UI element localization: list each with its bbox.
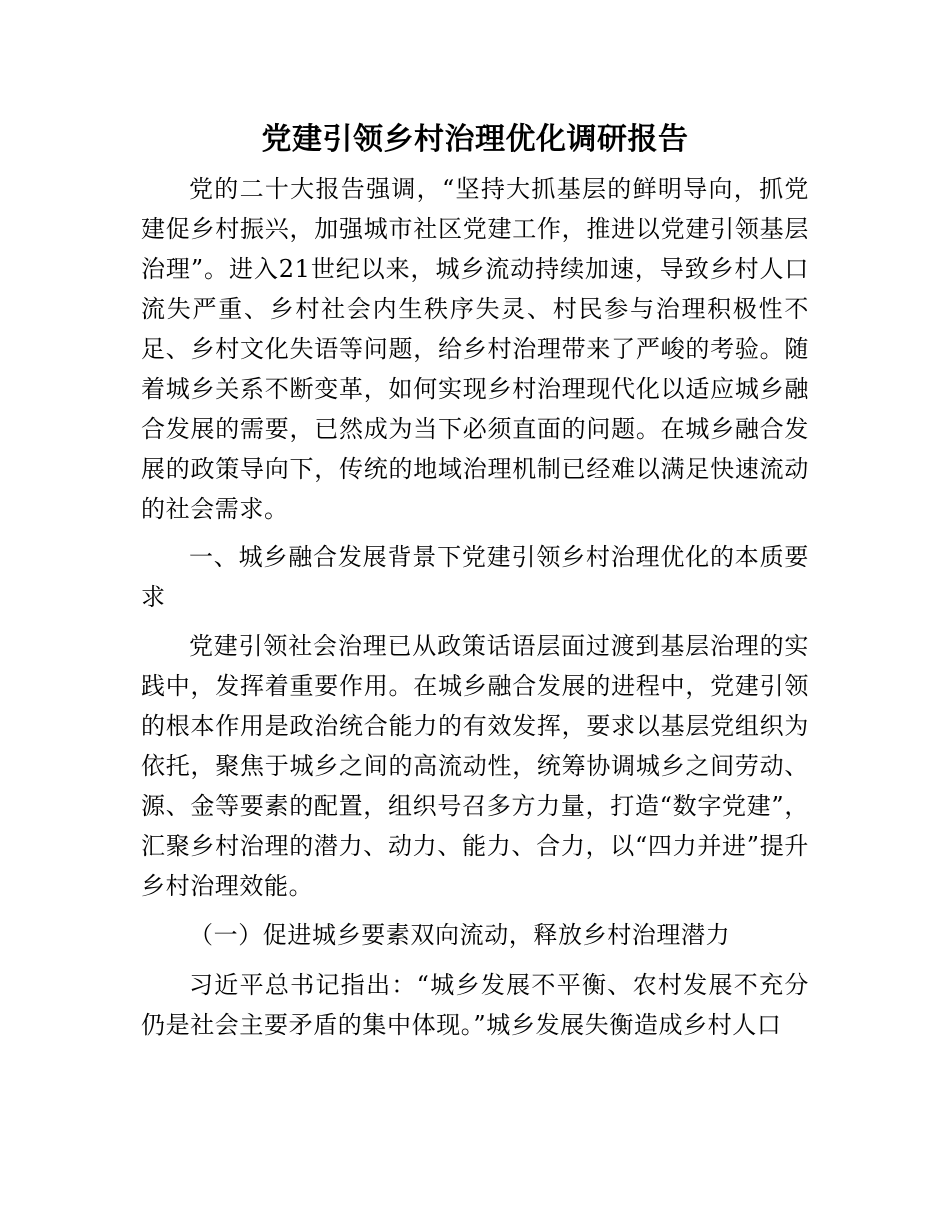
section-heading-1: 一、城乡融合发展背景下党建引领乡村治理优化的本质要求 bbox=[141, 543, 809, 611]
document-title: 党建引领乡村治理优化调研报告 bbox=[261, 122, 689, 157]
subsection-heading-1: （一）促进城乡要素双向流动，释放乡村治理潜力 bbox=[189, 921, 731, 949]
paragraph-subsection-1: 习近平总书记指出：“城乡发展不平衡、农村发展不充分仍是社会主要矛盾的集中体现。”城乡发展失衡造成乡村人口 bbox=[141, 971, 809, 1039]
paragraph-intro: 党的二十大报告强调，“坚持大抓基层的鲜明导向，抓党建促乡村振兴，加强城市社区党建工作，推进以党建引领基层治理”。进入21世纪以来，城乡流动持续加速，导致乡村人口流失严重、乡村社会内生秩序失灵、村民参与治理积极性不足、乡村文化失语等问题，给乡村治理带来了严峻的考验。随着城乡关系不断变革，如何实现乡村治理现代化以适应城乡融合发展的需要，已然成为当下必须直面的问题。在城乡融合发展的政策导向下，传统的地域治理机制已经难以满足快速流动的社会需求。 bbox=[141, 175, 809, 523]
document-body bbox=[141, 169, 809, 1045]
paragraph-section-1: 党建引领社会治理已从政策话语层面过渡到基层治理的实践中，发挥着重要作用。在城乡融合发展的进程中，党建引领的根本作用是政治统合能力的有效发挥，要求以基层党组织为依托，聚焦于城乡之间的高流动性，统筹协调城乡之间劳动、源、金等要素的配置，组织号召多方力量，打造“数字党建”，汇聚乡村治理的潜力、动力、能力、合力，以“四力并进”提升乡村治理效能。 bbox=[141, 632, 809, 900]
